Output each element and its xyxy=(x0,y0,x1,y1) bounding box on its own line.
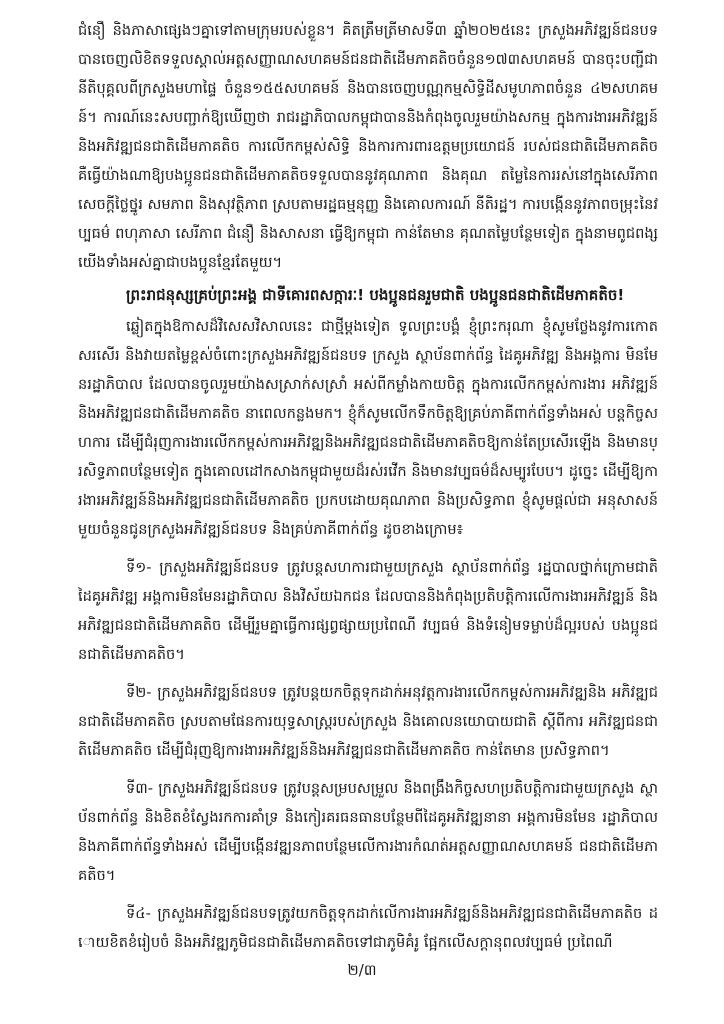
recommendation-item-4: ទី៤- ក្រសួងអភិវឌ្ឍន៍ជនបទត្រូវយកចិត្តទុកដាក់លើការងារអភិវឌ្ឍន៍និងអភិវឌ្ឍជនជាតិដើមភាគតិច ដោយខិតខំរៀបចំ និងអភិវឌ្ឍភូមិជនជាតិដើមភាគតិចទៅជាភូមិគំរូ ផ្អែកលើសក្តានុពលវប្បធម៌ ប្រពៃណី xyxy=(78,905,658,951)
recommendation-item-3: ទី៣- ក្រសួងអភិវឌ្ឍន៍ជនបទ ត្រូវបន្តសម្របសម្រួល និងពង្រឹងកិច្ចសហប្រតិបត្តិការជាមួយក្រសួង ស្ថាប័នពាក់ព័ន្ធ និងខិតខំស្វែងរកការគាំទ្រ និងកៀរគរធនធានបន្ថែមពីដៃគូអភិវឌ្ឍនានា អង្គការមិនមែន រដ្ឋាភិបាល និងភាគីពាក់ព័ន្ធទាំងអស់ ដើម្បីបង្កើនវឌ្ឍនភាពបន្ថែមលើការងារកំណត់អត្តសញ្ញាណសហគមន៍ ជនជាតិដើមភាគតិច។ xyxy=(78,780,658,884)
salutation-heading: ព្រះរាជនុស្សគ្រប់ព្រះអង្គ ជាទីគោរពសក្ការៈ! បងប្អូនជនរួមជាតិ បងប្អូនជនជាតិដើមភាគតិច! xyxy=(126,286,625,304)
recommendation-item-2: ទី២- ក្រសួងអភិវឌ្ឍន៍ជនបទ ត្រូវបន្តយកចិត្តទុកដាក់អនុវត្តការងារលើកកម្ពស់ការអភិវឌ្ឍនិង អភិវឌ្ឍជនជាតិដើមភាគតិច ស្របតាមផែនការយុទ្ធសាស្ត្ររបស់ក្រសួង និងគោលនយោបាយជាតិ ស្តីពីការ អភិវឌ្ឍជនជាតិដើមភាគតិច ដើម្បីជំរុញឱ្យការងារអភិវឌ្ឍន៍និងអភិវឌ្ឍជនជាតិដើមភាគតិច កាន់តែមាន ប្រសិទ្ធភាព។ xyxy=(78,684,658,759)
paragraph-1: ជំនឿ និងភាសាផ្សេងៗគ្នាទៅតាមក្រុមរបស់ខ្លួន។ គិតត្រឹមត្រីមាសទី៣ ឆ្នាំ២០២៥នេះ ក្រសួងអភិវឌ្ឍន៍ជនបទ បានចេញលិខិតទទួលស្គាល់អត្តសញ្ញាណសហគមន៍ជនជាតិដើមភាគតិចចំនួន១៧៣សហគមន៍ បានចុះបញ្ជីជានីតិបុគ្គលពីក្រសួងមហាផ្ទៃ ចំនួន១៥៥សហគមន៍ និងបានចេញបណ្ណកម្មសិទ្ធិដីសមូហភាពចំនួន ៤២សហគមន៍។ ការណ៍នេះសបញ្ជាក់ឱ្យឃើញថា រាជរដ្ឋាភិបាលកម្ពុជាបាននិងកំពុងចូលរួមយ៉ាងសកម្ម ក្នុងការងារអភិវឌ្ឍន៍និងអភិវឌ្ឍជនជាតិដើមភាគតិច ការលើកកម្ពស់សិទ្ធិ និងការការពារឧត្តមប្រយោជន៍ របស់ជនជាតិដើមភាគតិច គឺធ្វើយ៉ាងណាឱ្យបងប្អូនជនជាតិដើមភាគតិចទទួលបាននូវគុណភាព និងគុណ តម្លៃនៃការរស់នៅក្នុងសេរីភាព សេចក្តីថ្លៃថ្នូរ សមភាព និងសុវត្ថិភាព ស្របតាមរដ្ឋធម្មនុញ្ញ និងគោលការណ៍ នីតិរដ្ឋ។ ការបង្កើននូវភាពចម្រុះនៃវប្បធម៌ ពហុភាសា សេរីភាព ជំនឿ និងសាសនា ធ្វើឱ្យកម្ពុជា កាន់តែមាន គុណតម្លៃបន្ថែមទៀត ក្នុងនាមពូជពង្សយើងទាំងអស់គ្នាជាបងប្អូនខ្មែរតែមួយ។ xyxy=(78,22,658,271)
recommendation-item-1: ទី១- ក្រសួងអភិវឌ្ឍន៍ជនបទ ត្រូវបន្តសហការជាមួយក្រសួង ស្ថាប័នពាក់ព័ន្ធ រដ្ឋបាលថ្នាក់ក្រោមជាតិ ដៃគូអភិវឌ្ឍ អង្គការមិនមែនរដ្ឋាភិបាល និងវិស័យឯកជន ដែលបាននិងកំពុងប្រតិបត្តិការលើការងារអភិវឌ្ឍន៍ និងអភិវឌ្ឍជនជាតិដើមភាគតិច ដើម្បីរួមគ្នាធ្វើការផ្សព្វផ្សាយប្រពៃណី វប្បធម៌ និងទំនៀមទម្លាប់ដ៏ល្អរបស់ បងប្អូនជនជាតិដើមភាគតិច។ xyxy=(78,559,658,663)
page-number: ២/៣ xyxy=(347,961,377,979)
paragraph-2: ឆ្លៀតក្នុងឱកាសដ៏វិសេសវិសាលនេះ ជាថ្មីម្តងទៀត ទូលព្រះបង្គំ ខ្ញុំព្រះករុណា ខ្ញុំសូមថ្លែងនូវការកោត សរសើរ និងវាយតម្លៃខ្ពស់ចំពោះក្រសួងអភិវឌ្ឍន៍ជនបទ ក្រសួង ស្ថាប័នពាក់ព័ន្ធ ដៃគូអភិវឌ្ឍ និងអង្គការ មិនមែនរដ្ឋាភិបាល ដែលបានចូលរួមយ៉ាងសស្រាក់សស្រាំ អស់ពីកម្លាំងកាយចិត្ត ក្នុងការលើកកម្ពស់ការងារ អភិវឌ្ឍន៍និងអភិវឌ្ឍជនជាតិដើមភាគតិច នាពេលកន្លងមក។ ខ្ញុំក៏សូមលើកទឹកចិត្តឱ្យគ្រប់ភាគីពាក់ព័ន្ធទាំងអស់ បន្តកិច្ចសហការ ដើម្បីជំរុញការងារលើកកម្ពស់ការអភិវឌ្ឍនិងអភិវឌ្ឍជនជាតិដើមភាគតិចឱ្យកាន់តែប្រសើរឡើង និងមានប្រសិទ្ធភាពបន្ថែមទៀត ក្នុងគោលដៅកសាងកម្ពុជាមួយដ៏រស់រវើក និងមានវប្បធម៌ដ៏សម្បូរបែប។ ដូច្នេះ ដើម្បីឱ្យការងារអភិវឌ្ឍន៍និងអភិវឌ្ឍជនជាតិដើមភាគតិច ប្រកបដោយគុណភាព និងប្រសិទ្ធភាព ខ្ញុំសូមផ្តល់ជា អនុសាសន៍មួយចំនួនជូនក្រសួងអភិវឌ្ឍន៍ជនបទ និងគ្រប់ភាគីពាក់ព័ន្ធ ដូចខាងក្រោម៖ xyxy=(78,318,658,538)
